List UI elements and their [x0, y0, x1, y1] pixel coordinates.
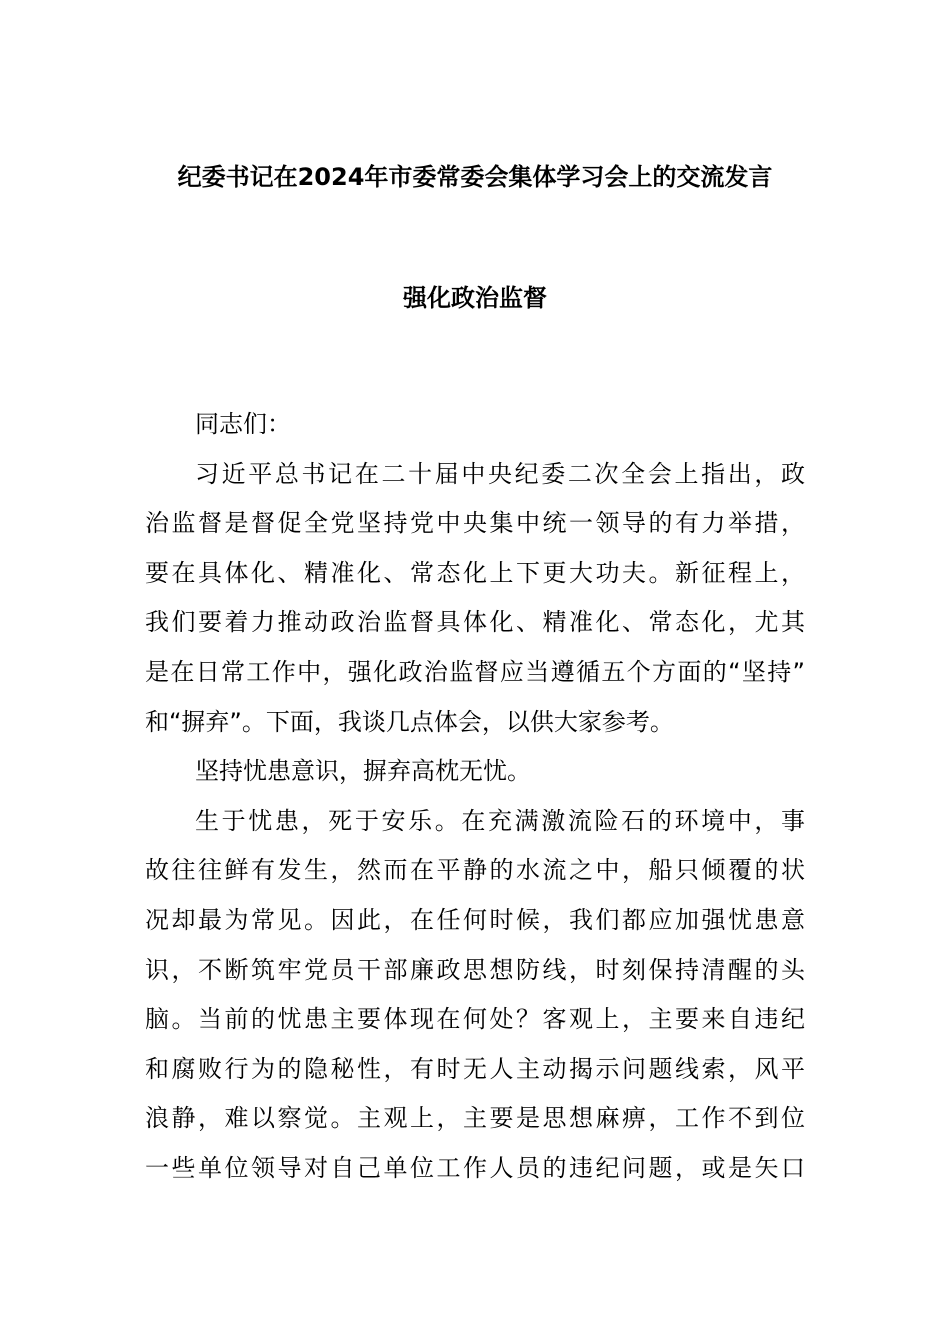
document-body [145, 400, 805, 1194]
document-title: 纪委书记在2024年市委常委会集体学习会上的交流发言 [177, 163, 773, 191]
section-heading-line: 坚持忧患意识，摒弃高枕无忧。 [195, 757, 531, 786]
body-line: 浪静，难以察觉。主观上，主要是思想麻痹，工作不到位 [145, 1104, 805, 1133]
document-subtitle: 强化政治监督 [403, 284, 547, 312]
salutation-line: 同志们： [195, 410, 291, 438]
body-line: 治监督是督促全党坚持党中央集中统一领导的有力举措， [145, 509, 805, 538]
body-line: 和“摒弃”。下面，我谈几点体会，以供大家参考。 [145, 707, 674, 736]
body-line: 生于忧患，死于安乐。在充满激流险石的环境中，事 [195, 806, 805, 835]
body-line: 故往往鲜有发生，然而在平静的水流之中，船只倾覆的状 [145, 856, 805, 885]
body-line: 识，不断筑牢党员干部廉政思想防线，时刻保持清醒的头 [145, 955, 805, 984]
body-line: 要在具体化、精准化、常态化上下更大功夫。新征程上， [145, 558, 805, 587]
body-line: 我们要着力推动政治监督具体化、精准化、常态化，尤其 [145, 608, 805, 637]
body-line: 况却最为常见。因此，在任何时候，我们都应加强忧患意 [145, 905, 805, 934]
body-line: 是在日常工作中，强化政治监督应当遵循五个方面的“坚持” [145, 657, 805, 686]
body-line: 脑。当前的忧患主要体现在何处？客观上，主要来自违纪 [145, 1005, 805, 1034]
body-line: 和腐败行为的隐秘性，有时无人主动揭示问题线索，风平 [145, 1054, 805, 1083]
body-line: 一些单位领导对自己单位工作人员的违纪问题，或是矢口 [145, 1153, 805, 1182]
body-line: 习近平总书记在二十届中央纪委二次全会上指出，政 [195, 459, 805, 488]
